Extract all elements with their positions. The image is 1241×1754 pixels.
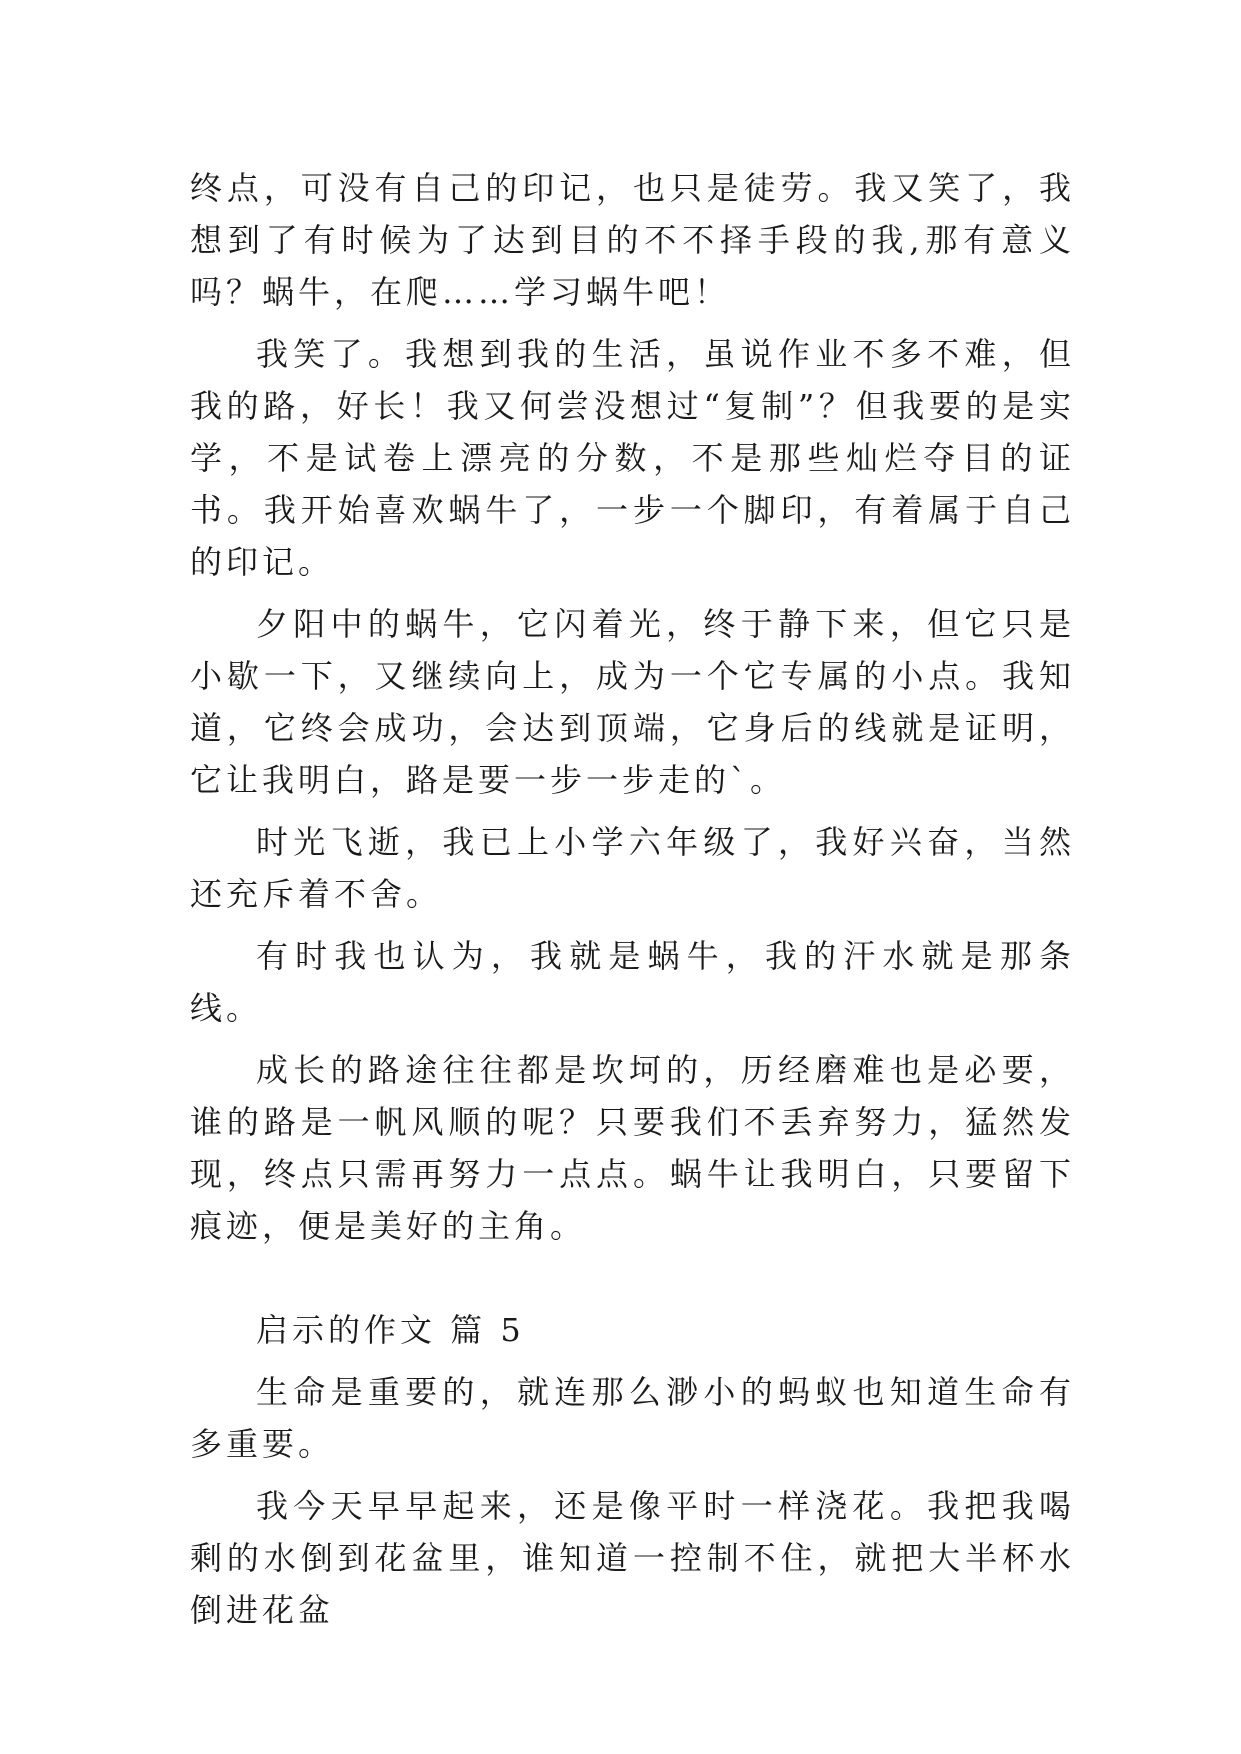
section-heading: 启示的作文 篇 5 [256,1311,525,1349]
paragraph-continued: 终点，可没有自己的印记，也只是徒劳。我又笑了，我想到了有时候为了达到目的不不择手段的我,那有意义吗？蜗牛，在爬……学习蜗牛吧！ [190,169,1075,311]
paragraph: 成长的路途往往都是坎坷的，历经磨难也是必要，谁的路是一帆风顺的呢？只要我们不丢弃努力，猛然发现，终点只需再努力一点点。蜗牛让我明白，只要留下痕迹，便是美好的主角。 [190,1051,1075,1245]
document-body [190,162,1075,1646]
paragraph: 生命是重要的，就连那么渺小的蚂蚁也知道生命有多重要。 [190,1373,1075,1463]
paragraph: 夕阳中的蜗牛，它闪着光，终于静下来，但它只是小歇一下，又继续向上，成为一个它专属的小点。我知道，它终会成功，会达到顶端，它身后的线就是证明，它让我明白，路是要一步一步走的`。 [190,605,1075,799]
paragraph: 我笑了。我想到我的生活，虽说作业不多不难，但我的路，好长！我又何尝没想过“复制”？但我要的是实学，不是试卷上漂亮的分数，不是那些灿烂夺目的证书。我开始喜欢蜗牛了，一步一个脚印，有着属于自己的印记。 [190,335,1075,581]
paragraph: 有时我也认为，我就是蜗牛，我的汗水就是那条线。 [190,937,1075,1027]
paragraph: 我今天早早起来，还是像平时一样浇花。我把我喝剩的水倒到花盆里，谁知道一控制不住，就把大半杯水倒进花盆 [190,1487,1075,1629]
paragraph: 时光飞逝，我已上小学六年级了，我好兴奋，当然还充斥着不舍。 [190,823,1075,913]
